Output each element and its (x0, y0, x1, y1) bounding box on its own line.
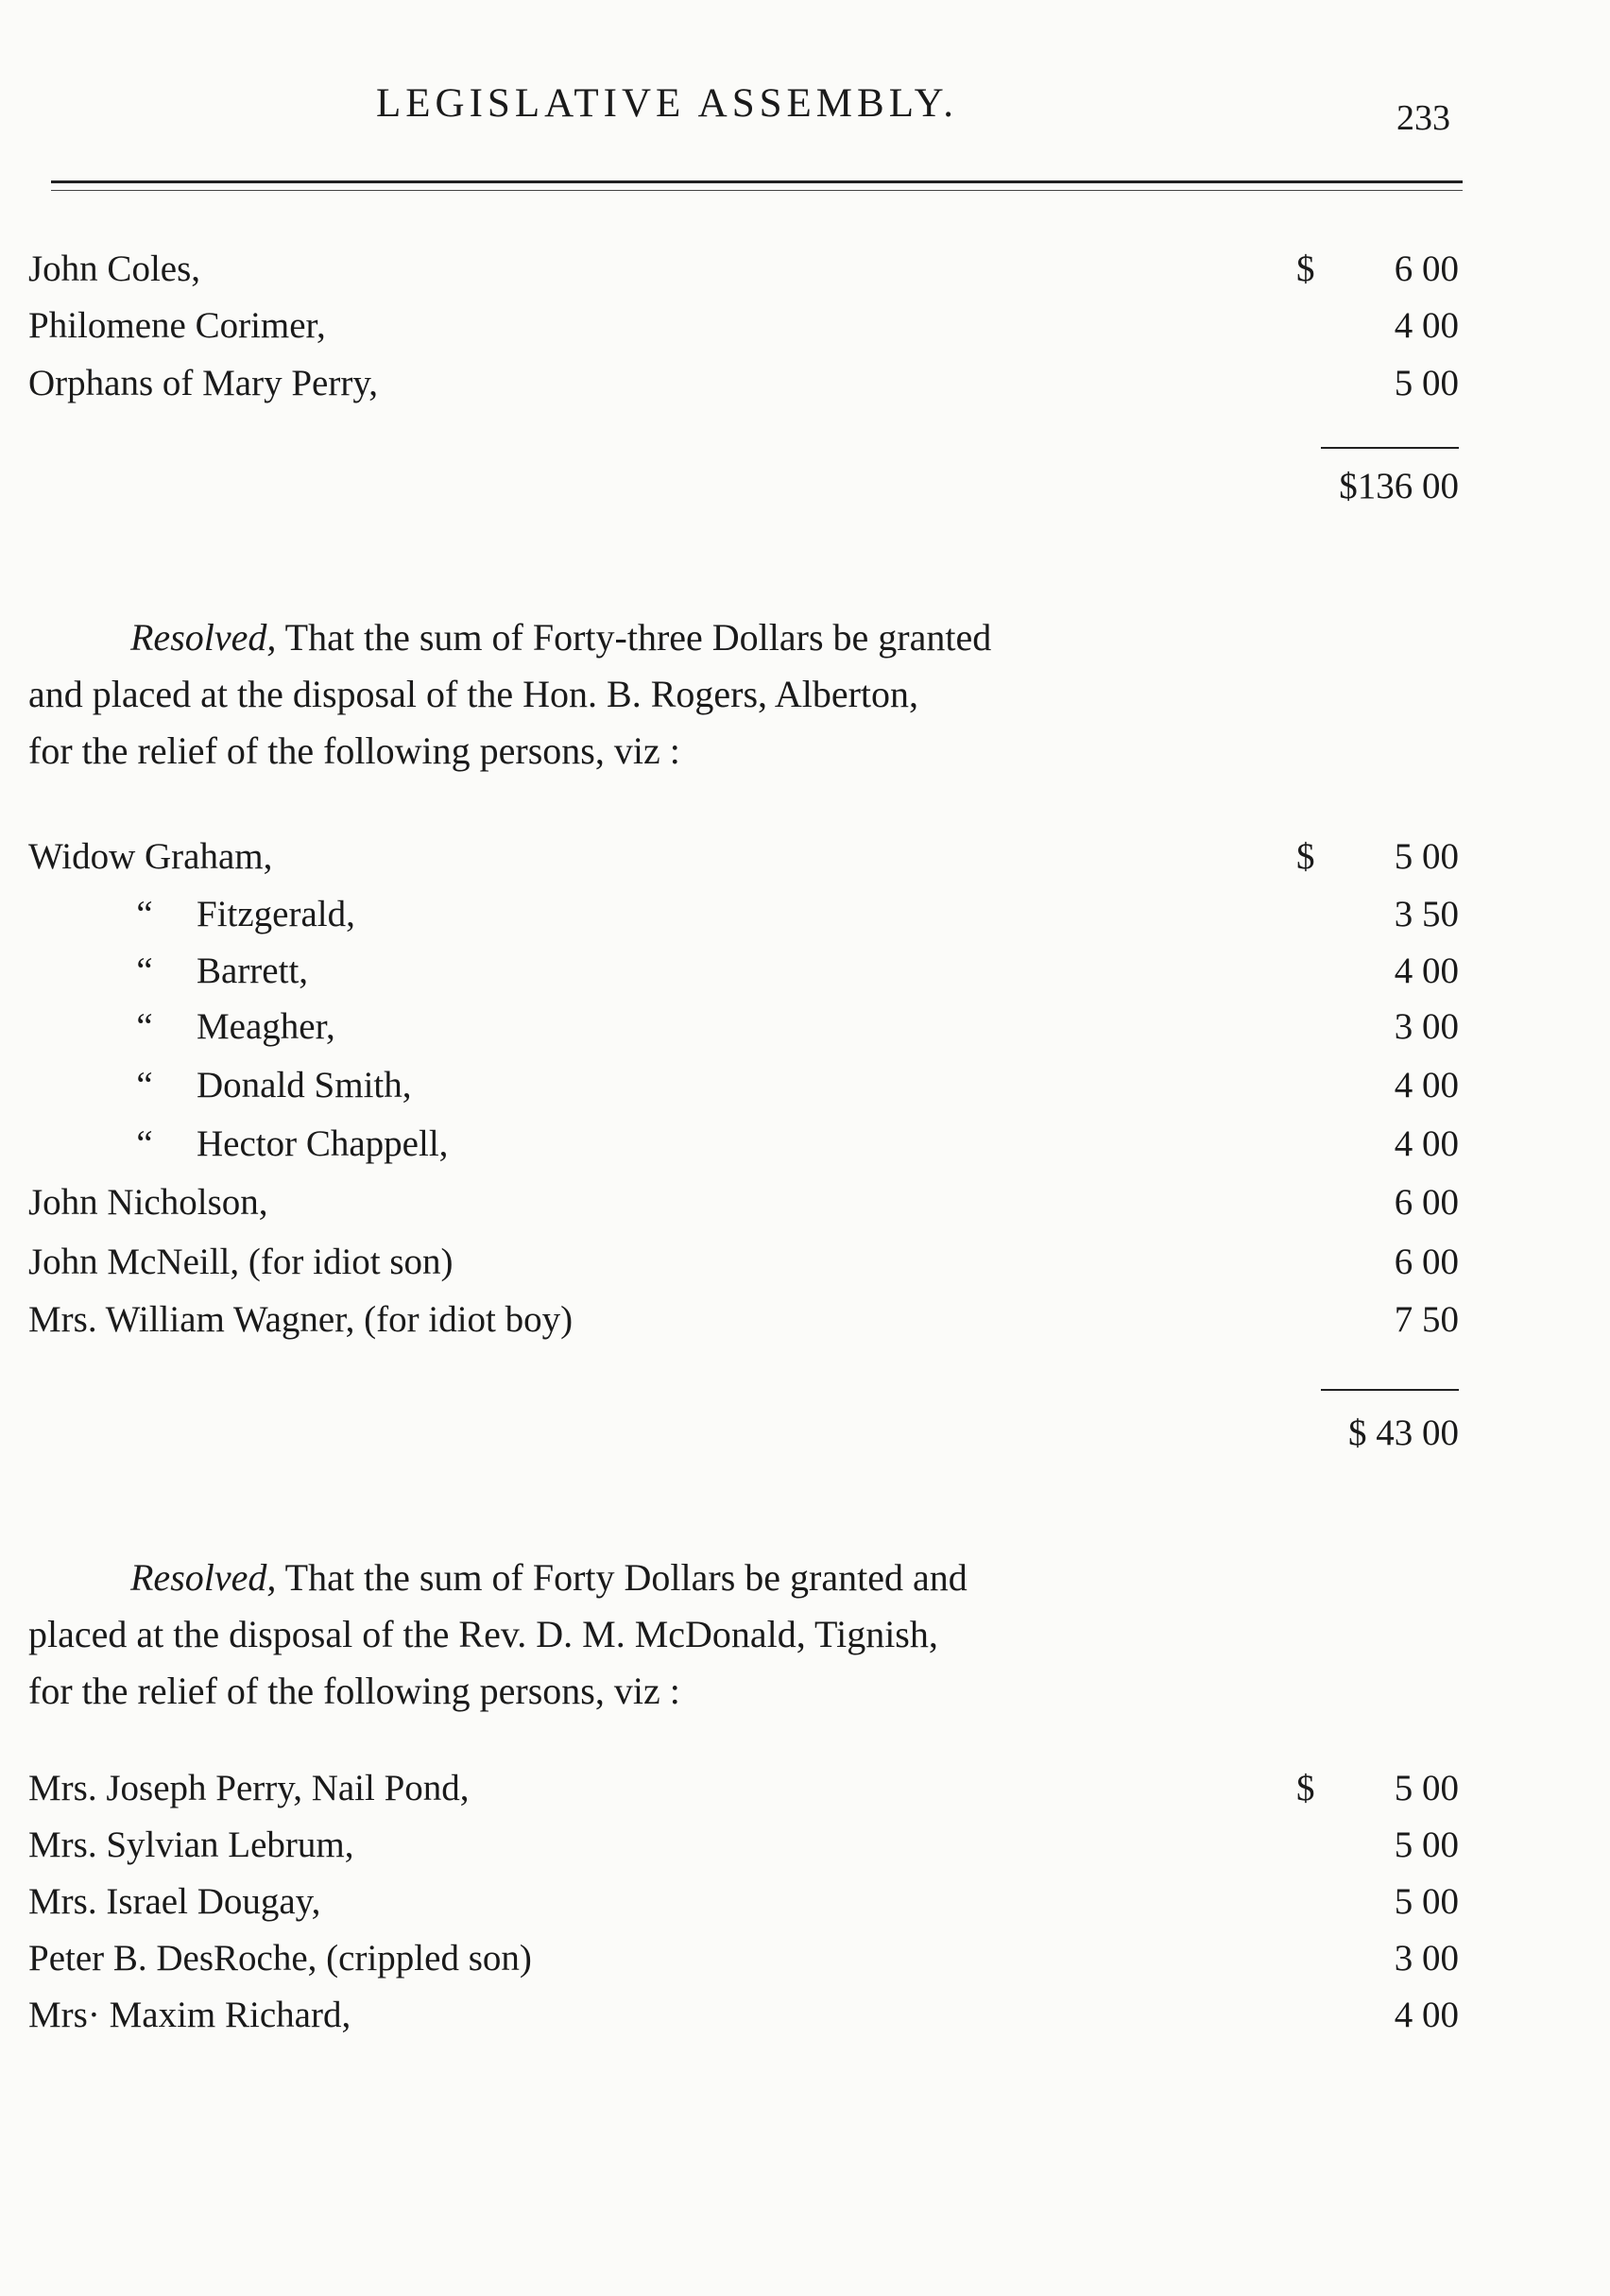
list-item (0, 1298, 1610, 1355)
list-item (0, 1824, 1610, 1880)
entry-name: Orphans of Mary Perry, (28, 363, 379, 403)
ditto-mark: “ (136, 1123, 153, 1164)
list-item (0, 1064, 1610, 1121)
total-row (0, 465, 1610, 522)
entry-name: John Coles, (28, 248, 201, 289)
resolution-paragraph (28, 609, 1276, 780)
total-amount: $ 43 00 (1348, 1413, 1459, 1453)
entry-name: Fitzgerald, (197, 894, 355, 934)
entry-name: Meagher, (197, 1006, 335, 1047)
entry-amount: 5 00 (1394, 1768, 1459, 1808)
entry-name: Philomene Corimer, (28, 305, 326, 346)
list-item (0, 950, 1610, 1006)
entry-name: Mrs. Israel Dougay, (28, 1881, 321, 1922)
ditto-mark: “ (136, 1006, 153, 1047)
total-rule (1321, 447, 1459, 449)
entry-amount: 5 00 (1394, 1825, 1459, 1865)
entry-amount: 5 00 (1394, 363, 1459, 403)
list-item (0, 1005, 1610, 1062)
list-item (0, 1880, 1610, 1937)
entry-amount: 6 00 (1394, 248, 1459, 289)
total-amount: $136 00 (1339, 466, 1459, 506)
paragraph-line: placed at the disposal of the Rev. D. M. McDonald, Tignish, (28, 1613, 938, 1655)
dollar-sign: $ (1296, 836, 1315, 877)
entry-name: Peter B. DesRoche, (crippled son) (28, 1938, 532, 1979)
entry-amount: 4 00 (1394, 951, 1459, 991)
entry-name: John Nicholson, (28, 1182, 268, 1223)
entry-amount: 3 00 (1394, 1938, 1459, 1979)
running-title: LEGISLATIVE ASSEMBLY. (376, 81, 958, 126)
entry-name: Mrs. Joseph Perry, Nail Pond, (28, 1768, 470, 1808)
entry-amount: 3 00 (1394, 1006, 1459, 1047)
ditto-mark: “ (136, 894, 153, 934)
header-rule-thin (51, 190, 1463, 191)
entry-amount: 5 00 (1394, 836, 1459, 877)
entry-name: Widow Graham, (28, 836, 273, 877)
list-item (0, 1181, 1610, 1238)
entry-name: Mrs· Maxim Richard, (28, 1995, 351, 2035)
entry-amount: 4 00 (1394, 305, 1459, 346)
list-item (0, 362, 1610, 419)
entry-amount: 4 00 (1394, 1065, 1459, 1105)
paragraph-line: and placed at the disposal of the Hon. B. Rogers, Alberton, (28, 673, 919, 715)
resolution-paragraph (28, 1550, 1276, 1720)
header-rule-thick (51, 180, 1463, 183)
entry-name: Barrett, (197, 951, 309, 991)
list-item (0, 1767, 1610, 1824)
entry-amount: 7 50 (1394, 1299, 1459, 1340)
entry-amount: 6 00 (1394, 1242, 1459, 1282)
entry-name: Mrs. Sylvian Lebrum, (28, 1825, 354, 1865)
paragraph-line: for the relief of the following persons, viz : (28, 729, 680, 772)
dollar-sign: $ (1296, 248, 1315, 289)
entry-amount: 4 00 (1394, 1123, 1459, 1164)
paragraph-line: for the relief of the following persons, viz : (28, 1670, 680, 1712)
total-row (0, 1412, 1610, 1468)
list-item (0, 1241, 1610, 1297)
list-item (0, 248, 1610, 304)
total-rule (1321, 1389, 1459, 1391)
entry-amount: 6 00 (1394, 1182, 1459, 1223)
page-number: 233 (1396, 98, 1450, 138)
list-item (0, 1122, 1610, 1179)
list-item (0, 1994, 1610, 2050)
entry-name: Donald Smith, (197, 1065, 412, 1105)
resolved-label: Resolved, (130, 616, 277, 659)
page-header (0, 80, 1610, 137)
entry-name: Mrs. William Wagner, (for idiot boy) (28, 1299, 574, 1340)
entry-name: Hector Chappell, (197, 1123, 449, 1164)
list-item (0, 893, 1610, 950)
entry-amount: 3 50 (1394, 894, 1459, 934)
ditto-mark: “ (136, 1065, 153, 1105)
entry-amount: 5 00 (1394, 1881, 1459, 1922)
entry-name: John McNeill, (for idiot son) (28, 1242, 454, 1282)
list-item (0, 835, 1610, 892)
ditto-mark: “ (136, 951, 153, 991)
resolved-label: Resolved, (130, 1556, 277, 1599)
list-item (0, 304, 1610, 361)
paragraph-line: That the sum of Forty-three Dollars be granted (284, 616, 992, 659)
list-item (0, 1937, 1610, 1994)
paragraph-line: That the sum of Forty Dollars be granted and (284, 1556, 968, 1599)
entry-amount: 4 00 (1394, 1995, 1459, 2035)
dollar-sign: $ (1296, 1768, 1315, 1808)
